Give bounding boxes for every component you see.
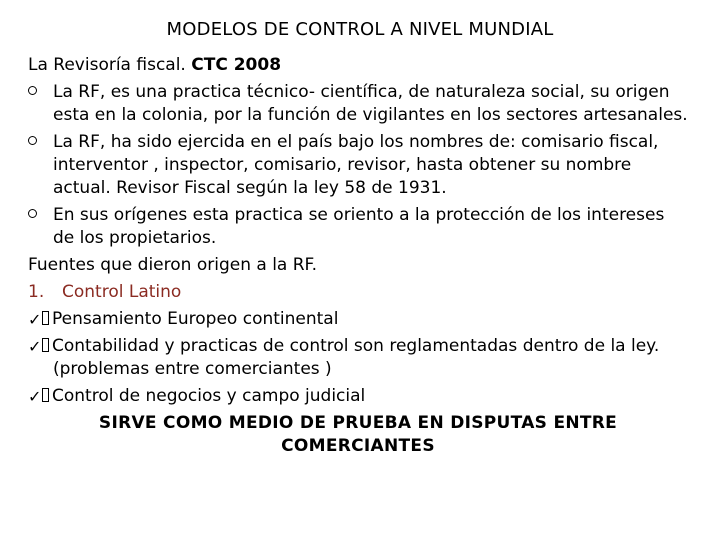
bullet-text: En sus orígenes esta practica se oriento a la protección de los intereses de los propietarios.: [53, 205, 665, 248]
intro-bold: CTC 2008: [191, 55, 282, 75]
checkmark-icon: ✓: [28, 310, 42, 329]
slide-body: [28, 54, 688, 458]
bullet-item: [28, 131, 688, 200]
checkmark-icon: ✓: [28, 387, 42, 406]
missing-glyph-icon: [42, 388, 49, 402]
check-item: [28, 308, 688, 331]
item-number: 1.: [28, 282, 45, 302]
slide-title: MODELOS DE CONTROL A NIVEL MUNDIAL: [166, 19, 554, 40]
hollow-circle-bullet-icon: [28, 136, 37, 145]
conclusion-text: SIRVE COMO MEDIO DE PRUEBA EN DISPUTAS ENTRE COMERCIANTES: [98, 413, 618, 456]
hollow-circle-bullet-icon: [28, 86, 37, 95]
bullet-item: [28, 204, 688, 250]
check-text: Contabilidad y practicas de control son reglamentadas dentro de la ley. (problemas entre comerciantes ): [52, 336, 660, 379]
hollow-circle-bullet-icon: [28, 209, 37, 218]
check-item: [28, 335, 688, 381]
numbered-item: [28, 281, 688, 304]
sources-heading: Fuentes que dieron origen a la RF.: [28, 255, 318, 275]
check-text: Pensamiento Europeo continental: [52, 309, 339, 329]
checkmark-icon: ✓: [28, 337, 42, 356]
check-item: [28, 385, 688, 408]
missing-glyph-icon: [42, 338, 49, 352]
bullet-item: [28, 81, 688, 127]
bullet-text: La RF, ha sido ejercida en el país bajo los nombres de: comisario fiscal, interventor , inspector, comisario, revisor, hasta obtener su nombre actual. Revisor Fiscal según la ley 58 de 1931.: [53, 132, 659, 198]
missing-glyph-icon: [42, 311, 49, 325]
numbered-text: Control Latino: [62, 282, 182, 302]
intro-text: La Revisoría fiscal.: [28, 55, 192, 75]
bullet-text: La RF, es una practica técnico- científica, de naturaleza social, su origen esta en la colonia, por la función de vigilantes en los sectores artesanales.: [53, 82, 688, 125]
intro-line: [28, 54, 688, 77]
check-text: Control de negocios y campo judicial: [52, 386, 366, 406]
